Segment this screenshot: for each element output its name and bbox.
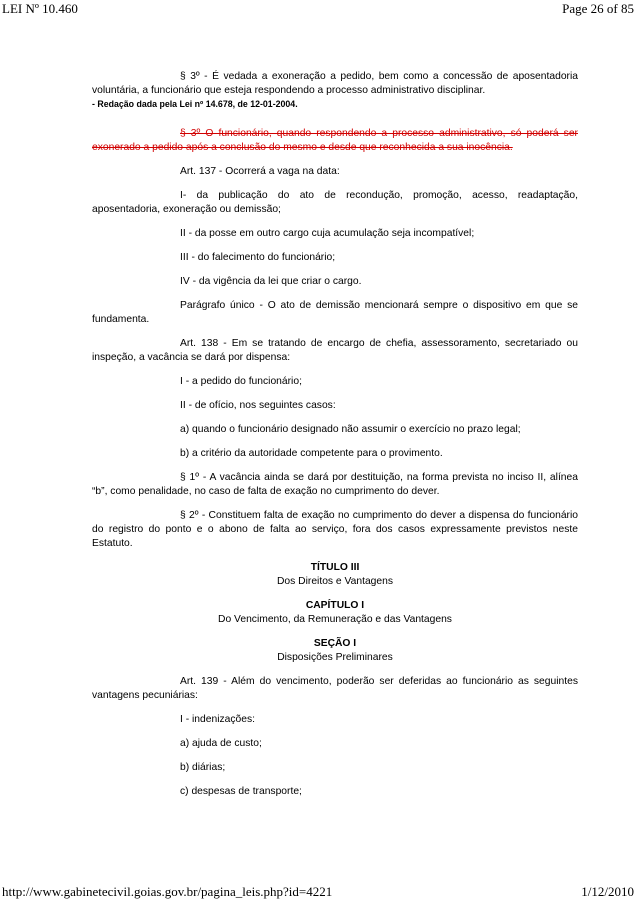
art-138-inciso-ii: II - de ofício, nos seguintes casos: [180, 400, 336, 411]
source-url: http://www.gabinetecivil.goias.gov.br/pagina_leis.php?id=4221 [2, 884, 333, 899]
art-137-inciso-ii: II - da posse em outro cargo cuja acumulação seja incompatível; [180, 228, 475, 239]
art-139-alinea-a: a) ajuda de custo; [180, 738, 262, 749]
secao-i-title: SEÇÃO I [313, 638, 357, 649]
secao-i-heading [92, 637, 578, 665]
titulo-iii-heading [92, 561, 578, 589]
document-title: LEI Nº 10.460 [2, 1, 78, 16]
capitulo-i-title: CAPÍTULO I [305, 600, 365, 611]
art-139-alinea-b: b) diárias; [180, 762, 226, 773]
art-139-alinea-c: c) despesas de transporte; [180, 786, 302, 797]
titulo-iii-subtitle: Dos Direitos e Vantagens [277, 576, 393, 587]
capitulo-i-heading [92, 599, 578, 627]
art-138: Art. 138 - Em se tratando de encargo de chefia, assessoramento, secretariado ou inspeção, a vacância se dará por dispensa: [92, 338, 578, 363]
amendment-note: - Redação dada pela Lei nº 14.678, de 12-01-2004. [92, 99, 298, 109]
capitulo-i-subtitle: Do Vencimento, da Remuneração e das Vantagens [218, 614, 452, 625]
art-138-inciso-i: I - a pedido do funcionário; [180, 376, 302, 387]
art-138-paragrafo-1: § 1º - A vacância ainda se dará por destituição, na forma prevista no inciso II, alínea “b”, como penalidade, no caso de falta de exação no cumprimento do dever. [92, 472, 578, 497]
art-139: Art. 139 - Além do vencimento, poderão ser deferidas ao funcionário as seguintes vantagens pecuniárias: [92, 676, 578, 701]
art-137-inciso-i: I- da publicação do ato de recondução, promoção, acesso, readaptação, aposentadoria, exoneração ou demissão; [92, 190, 578, 215]
document-body [92, 70, 578, 809]
paragrafo-unico: Parágrafo único - O ato de demissão mencionará sempre o dispositivo em que se fundamenta. [92, 300, 578, 325]
art-139-inciso-i: I - indenizações: [180, 714, 255, 725]
struck-paragraph: § 3º O funcionário, quando respondendo a processo administrativo, só poderá ser exonerado a pedido após a conclusão do mesmo e desde que reconhecida a sua inocência. [92, 128, 578, 153]
page-footer [0, 884, 638, 902]
page-number: Page 26 of 85 [562, 1, 634, 16]
art-138-paragrafo-2: § 2º - Constituem falta de exação no cumprimento do dever a dispensa do funcionário do registro do ponto e o abono de falta ao serviço, fora dos casos expressamente previstos neste Estatuto. [92, 510, 578, 549]
titulo-iii-title: TÍTULO III [310, 562, 360, 573]
paragraph-3-exoneracao: § 3º - É vedada a exoneração a pedido, bem como a concessão de aposentadoria voluntária, a funcionário que esteja respondendo a processo administrativo disciplinar. [92, 71, 578, 96]
art-137-inciso-iv: IV - da vigência da lei que criar o cargo. [180, 276, 362, 287]
art-137: Art. 137 - Ocorrerá a vaga na data: [180, 166, 340, 177]
page-header [0, 1, 638, 19]
print-date: 1/12/2010 [581, 884, 634, 899]
art-137-inciso-iii: III - do falecimento do funcionário; [180, 252, 336, 263]
secao-i-subtitle: Disposições Preliminares [277, 652, 393, 663]
art-138-alinea-b: b) a critério da autoridade competente para o provimento. [180, 448, 443, 459]
art-138-alinea-a: a) quando o funcionário designado não assumir o exercício no prazo legal; [180, 424, 521, 435]
